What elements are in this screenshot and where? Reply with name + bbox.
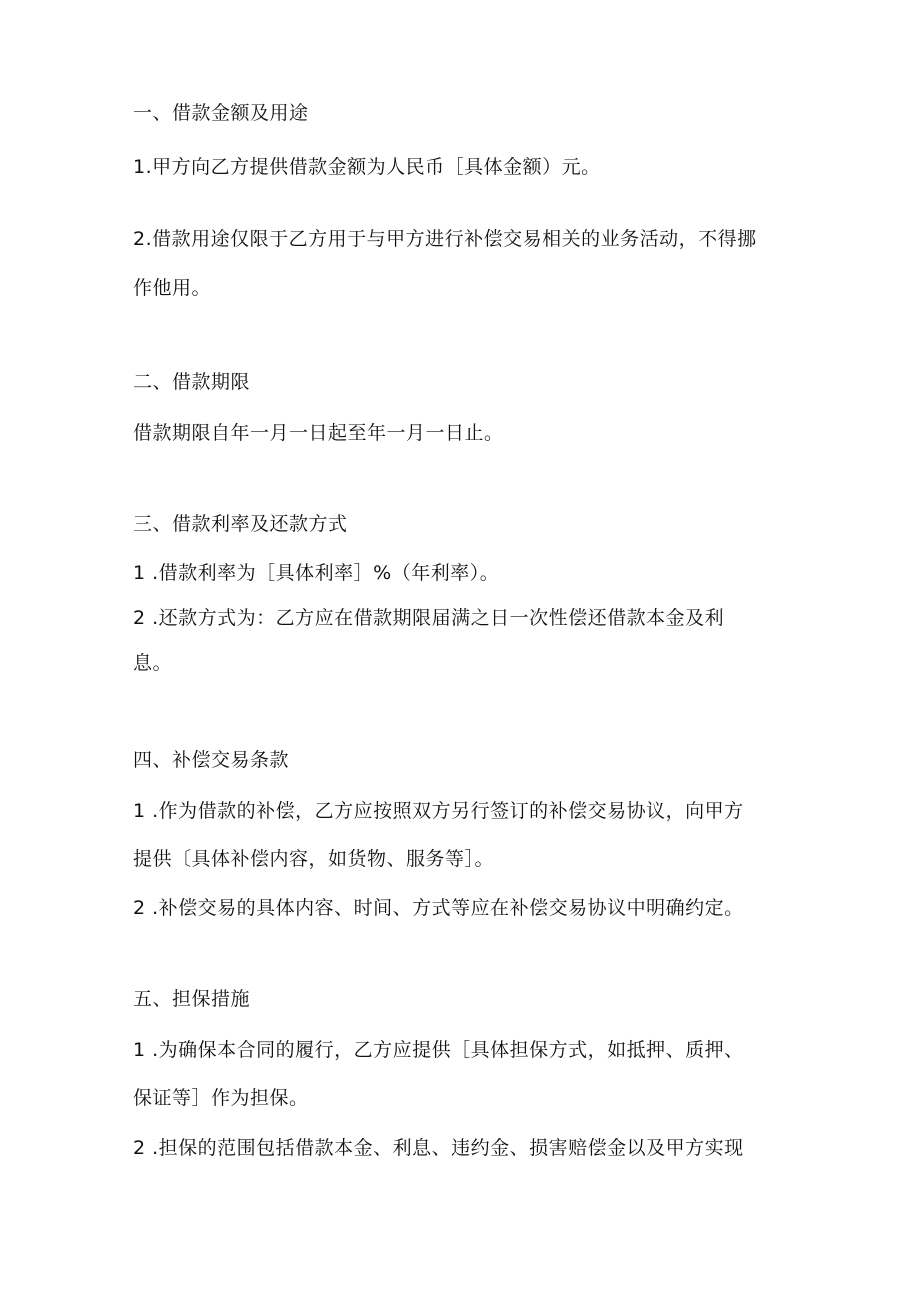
section-5-line-1: 1 .为确保本合同的履行，乙方应提供［具体担保方式，如抵押、质押、	[133, 1039, 744, 1061]
section-1-heading: 一、借款金额及用途	[133, 102, 309, 124]
section-1-line-2: 2.借款用途仅限于乙方用于与甲方进行补偿交易相关的业务活动，不得挪	[133, 228, 757, 250]
section-3-line-3: 息。	[133, 652, 173, 674]
section-4-line-3: 2 .补偿交易的具体内容、时间、方式等应在补偿交易协议中明确约定。	[133, 897, 744, 919]
section-4-line-1: 1 .作为借款的补偿，乙方应按照双方另行签订的补偿交易协议，向甲方	[133, 800, 744, 822]
section-2-heading: 二、借款期限	[133, 371, 251, 393]
section-5-line-2: 保证等］作为担保。	[133, 1087, 309, 1109]
section-3-heading: 三、借款利率及还款方式	[133, 513, 348, 535]
section-1-line-3: 作他用。	[133, 277, 212, 299]
section-5-heading: 五、担保措施	[133, 988, 251, 1010]
section-4-line-2: 提供〔具体补偿内容，如货物、服务等］。	[133, 848, 495, 870]
section-1-line-1: 1.甲方向乙方提供借款金额为人民币［具体金额）元。	[133, 156, 601, 178]
section-3-line-2: 2 .还款方式为：乙方应在借款期限届满之日一次性偿还借款本金及利	[133, 607, 725, 629]
section-3-line-1: 1 .借款利率为［具体利率］%（年利率）。	[133, 562, 500, 584]
section-4-heading: 四、补偿交易条款	[133, 749, 290, 771]
section-5-line-3: 2 .担保的范围包括借款本金、利息、违约金、损害赔偿金以及甲方实现	[133, 1137, 744, 1159]
section-2-line-1: 借款期限自年一月一日起至年一月一日止。	[133, 422, 504, 444]
